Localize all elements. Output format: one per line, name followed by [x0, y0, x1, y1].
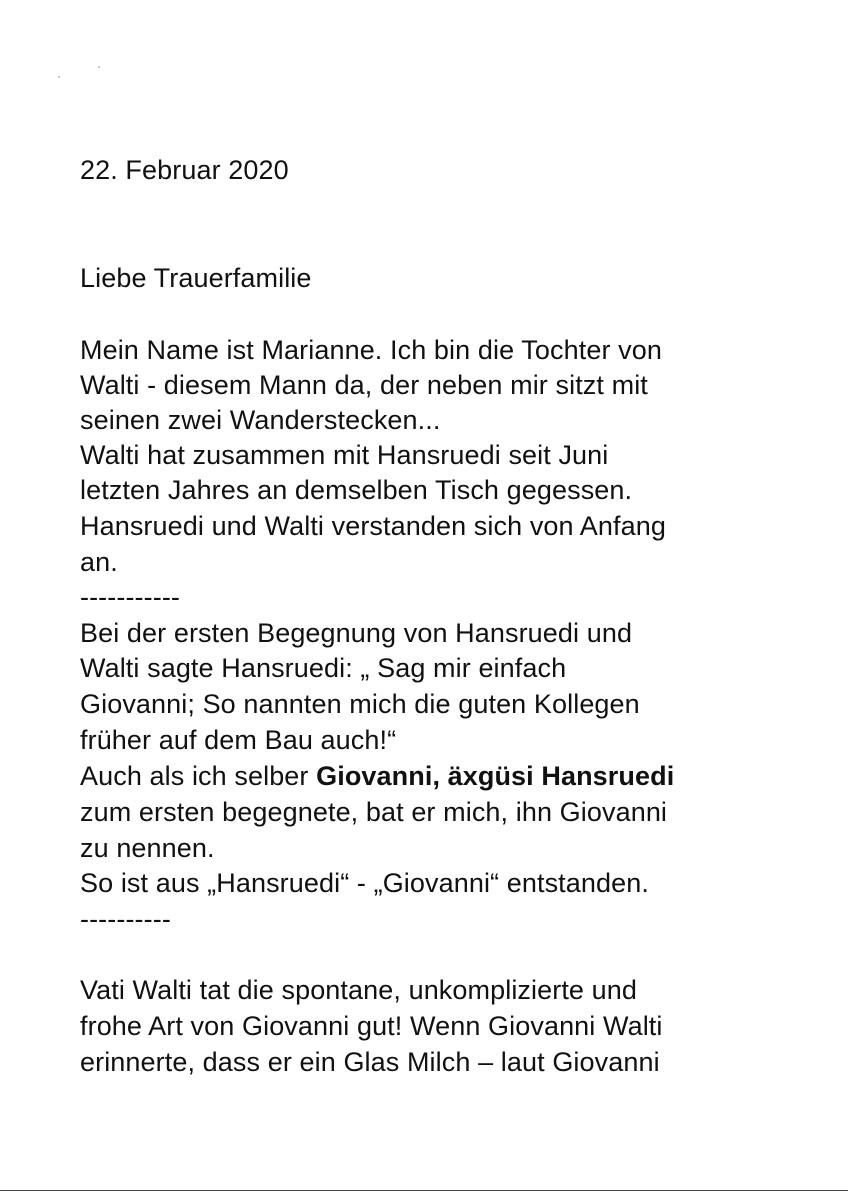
- body-line: früher auf dem Bau auch!“: [80, 725, 397, 755]
- body-line: erinnerte, dass er ein Glas Milch – laut Giovanni: [80, 1047, 660, 1077]
- body-line: Giovanni; So nannten mich die guten Kollegen: [80, 689, 640, 719]
- body-line: Vati Walti tat die spontane, unkomplizierte und: [80, 975, 637, 1005]
- body-line: Mein Name ist Marianne. Ich bin die Tochter von: [80, 335, 662, 365]
- body-line-with-bold: [80, 760, 674, 792]
- letter-salutation: Liebe Trauerfamilie: [80, 263, 312, 293]
- body-line-prefix: Auch als ich selber: [80, 761, 317, 791]
- letter-date: 22. Februar 2020: [80, 155, 289, 185]
- scan-speck: [98, 66, 100, 68]
- dash-separator: -----------: [80, 582, 181, 612]
- body-line: Hansruedi und Walti verstanden sich von Anfang: [80, 511, 666, 541]
- body-line: seinen zwei Wanderstecken...: [80, 405, 441, 435]
- body-line: Bei der ersten Begegnung von Hansruedi und: [80, 618, 633, 648]
- body-line: frohe Art von Giovanni gut! Wenn Giovanni Walti: [80, 1011, 663, 1041]
- body-line: So ist aus „Hansruedi“ - „Giovanni“ entstanden.: [80, 868, 649, 898]
- body-line: zum ersten begegnete, bat er mich, ihn Giovanni: [80, 797, 668, 827]
- body-line: an.: [80, 547, 118, 577]
- bold-name: Giovanni, äxgüsi Hansruedi: [316, 761, 675, 791]
- body-line: Walti sagte Hansruedi: „ Sag mir einfach: [80, 653, 567, 683]
- scan-speck: [58, 76, 60, 78]
- body-line: zu nennen.: [80, 833, 215, 863]
- body-line: Walti - diesem Mann da, der neben mir sitzt mit: [80, 370, 648, 400]
- body-line: Walti hat zusammen mit Hansruedi seit Juni: [80, 440, 609, 470]
- body-line: letzten Jahres an demselben Tisch gegessen.: [80, 475, 633, 505]
- dash-separator: ----------: [80, 904, 171, 934]
- scan-edge-line: [0, 1190, 848, 1191]
